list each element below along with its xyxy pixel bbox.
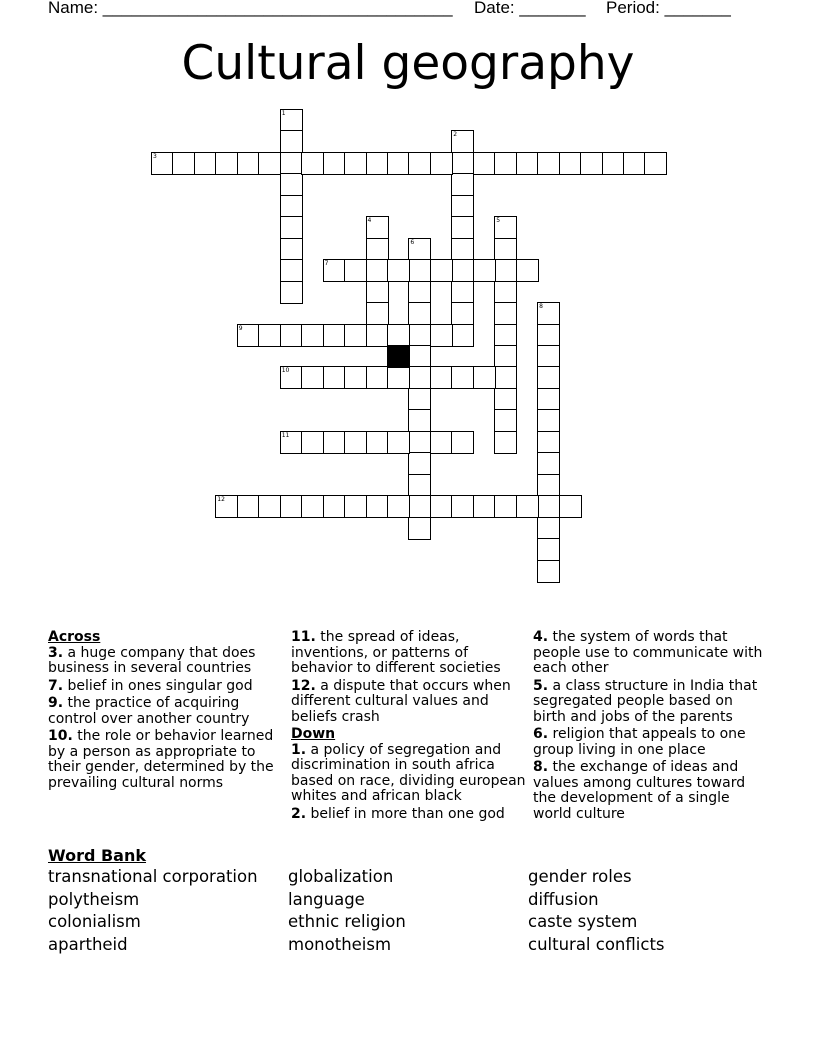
grid-cell[interactable] <box>494 259 517 282</box>
grid-cell[interactable] <box>623 152 646 175</box>
grid-cell[interactable] <box>366 281 389 304</box>
grid-cell[interactable] <box>237 152 260 175</box>
grid-cell[interactable] <box>366 216 389 239</box>
grid-cell[interactable] <box>537 152 560 175</box>
grid-cell[interactable] <box>280 259 303 282</box>
grid-cell[interactable] <box>387 495 410 518</box>
grid-cell[interactable] <box>280 173 303 196</box>
grid-cell[interactable] <box>258 324 281 347</box>
grid-cell[interactable] <box>237 324 260 347</box>
grid-cell[interactable] <box>408 495 431 518</box>
grid-cell[interactable] <box>172 152 195 175</box>
clue-across-12: 12. a dispute that occurs when different cultural values and beliefs crash <box>291 677 511 725</box>
grid-cell[interactable] <box>537 474 560 497</box>
grid-cell[interactable] <box>516 152 539 175</box>
grid-cell[interactable] <box>559 495 582 518</box>
grid-cell[interactable] <box>387 152 410 175</box>
clue-number: 1 <box>281 110 286 117</box>
grid-cell[interactable] <box>494 345 517 368</box>
grid-cell[interactable] <box>473 366 496 389</box>
grid-cell[interactable] <box>451 238 474 261</box>
grid-cell[interactable] <box>451 152 474 175</box>
clue-number: 12 <box>217 496 225 504</box>
grid-cell[interactable] <box>323 495 346 518</box>
page-title: Cultural geography <box>181 36 635 91</box>
grid-cell[interactable] <box>473 259 496 282</box>
grid-cell[interactable] <box>323 259 346 282</box>
grid-cell[interactable] <box>280 495 303 518</box>
grid-cell[interactable] <box>408 238 431 261</box>
grid-cell[interactable] <box>537 517 560 540</box>
word-bank-word: transnational corporation <box>48 867 258 886</box>
clue-down-6: 6. religion that appeals to one group living in one place <box>533 726 746 758</box>
grid-cell[interactable] <box>537 366 560 389</box>
grid-cell[interactable] <box>408 431 431 454</box>
grid-cell[interactable] <box>473 495 496 518</box>
grid-cell[interactable] <box>580 152 603 175</box>
grid-cell[interactable] <box>366 238 389 261</box>
grid-cell[interactable] <box>494 388 517 411</box>
grid-cell[interactable] <box>644 152 667 175</box>
clue-across-3: 3. a huge company that does business in several countries <box>48 644 256 676</box>
grid-cell[interactable] <box>408 452 431 475</box>
word-bank-title: Word Bank <box>48 846 147 865</box>
grid-cell[interactable] <box>451 281 474 304</box>
grid-cell[interactable] <box>430 431 453 454</box>
grid-cell[interactable] <box>280 216 303 239</box>
grid-cell[interactable] <box>280 152 303 175</box>
word-bank-word: apartheid <box>48 934 128 954</box>
grid-cell[interactable] <box>494 152 517 175</box>
grid-cell[interactable] <box>280 195 303 218</box>
grid-cell[interactable] <box>537 345 560 368</box>
grid-cell[interactable] <box>387 259 410 282</box>
clue-number: 2 <box>453 131 458 139</box>
clue-down-8: 8. the exchange of ideas and values among cultures toward the development of a single world culture <box>533 759 746 822</box>
grid-cell[interactable] <box>366 366 389 389</box>
grid-cell[interactable] <box>537 324 560 347</box>
grid-cell[interactable] <box>602 152 625 175</box>
grid-cell[interactable] <box>301 495 324 518</box>
grid-cell[interactable] <box>301 366 324 389</box>
grid-cell[interactable] <box>366 302 389 325</box>
grid-cell[interactable] <box>301 324 324 347</box>
down-heading: Down <box>291 726 336 742</box>
grid-cell[interactable] <box>280 238 303 261</box>
grid-cell[interactable] <box>537 409 560 432</box>
grid-cell[interactable] <box>537 452 560 475</box>
clue-down-4: 4. the system of words that people use to communicate with each other <box>533 629 763 676</box>
grid-cell[interactable] <box>537 560 560 583</box>
clue-number: 11 <box>281 431 290 439</box>
grid-cell[interactable] <box>408 345 431 368</box>
grid-cell[interactable] <box>323 431 346 454</box>
grid-cell[interactable] <box>344 324 367 347</box>
across-heading: Across <box>48 629 101 645</box>
grid-cell[interactable] <box>344 495 367 518</box>
grid-cell[interactable] <box>537 495 560 518</box>
grid-cell[interactable] <box>451 173 474 196</box>
word-bank-word: monotheism <box>288 934 392 954</box>
grid-cell[interactable] <box>473 152 496 175</box>
grid-cell[interactable] <box>494 495 517 518</box>
clue-number: 5 <box>496 217 501 225</box>
grid-cell[interactable] <box>430 366 453 389</box>
grid-cell[interactable] <box>537 431 560 454</box>
word-bank-list <box>48 866 788 966</box>
grid-cell[interactable] <box>494 366 517 389</box>
clue-down-5: 5. a class structure in India that segregated people based on birth and jobs of the parents <box>533 677 758 725</box>
grid-cell[interactable] <box>366 324 389 347</box>
grid-cell[interactable] <box>408 409 431 432</box>
black-cell <box>387 345 410 368</box>
clue-number: 10 <box>281 367 290 375</box>
grid-cell[interactable] <box>323 324 346 347</box>
grid-cell[interactable] <box>301 431 324 454</box>
grid-cell[interactable] <box>280 324 303 347</box>
grid-cell[interactable] <box>494 409 517 432</box>
grid-cell[interactable] <box>280 109 303 132</box>
grid-cell[interactable] <box>387 324 410 347</box>
grid-cell[interactable] <box>323 152 346 175</box>
period-field-label: Period: _______ <box>606 0 731 17</box>
clue-number: 9 <box>238 324 243 332</box>
word-bank-word: caste system <box>528 912 638 931</box>
grid-cell[interactable] <box>430 152 453 175</box>
word-bank-word: gender roles <box>528 867 632 886</box>
grid-cell[interactable] <box>366 259 389 282</box>
grid-cell[interactable] <box>366 495 389 518</box>
grid-cell[interactable] <box>537 302 560 325</box>
grid-cell[interactable] <box>280 366 303 389</box>
grid-cell[interactable] <box>344 366 367 389</box>
grid-cell[interactable] <box>258 495 281 518</box>
grid-cell[interactable] <box>494 324 517 347</box>
clues-column-1 <box>48 630 280 793</box>
clue-number: 7 <box>324 260 329 268</box>
grid-cell[interactable] <box>408 324 431 347</box>
word-bank-word: colonialism <box>48 912 141 931</box>
grid-cell[interactable] <box>366 152 389 175</box>
grid-cell[interactable] <box>451 302 474 325</box>
grid-cell[interactable] <box>537 388 560 411</box>
word-bank-word: cultural conflicts <box>528 934 665 954</box>
grid-cell[interactable] <box>215 495 238 518</box>
grid-cell[interactable] <box>408 474 431 497</box>
grid-cell[interactable] <box>494 238 517 261</box>
grid-cell[interactable] <box>408 152 431 175</box>
grid-cell[interactable] <box>323 366 346 389</box>
word-bank-word: ethnic religion <box>288 912 406 931</box>
grid-cell[interactable] <box>451 495 474 518</box>
grid-cell[interactable] <box>430 259 453 282</box>
grid-cell[interactable] <box>408 259 431 282</box>
grid-cell[interactable] <box>408 281 431 304</box>
grid-cell[interactable] <box>516 495 539 518</box>
grid-cell[interactable] <box>451 366 474 389</box>
grid-cell[interactable] <box>194 152 217 175</box>
grid-cell[interactable] <box>451 130 474 153</box>
grid-cell[interactable] <box>387 431 410 454</box>
grid-cell[interactable] <box>451 216 474 239</box>
grid-cell[interactable] <box>537 538 560 561</box>
grid-cell[interactable] <box>301 152 324 175</box>
word-bank-word: globalization <box>288 867 394 886</box>
word-bank <box>48 846 788 966</box>
grid-cell[interactable] <box>344 259 367 282</box>
grid-cell[interactable] <box>280 130 303 153</box>
grid-cell[interactable] <box>387 366 410 389</box>
grid-cell[interactable] <box>430 495 453 518</box>
name-field-label: Name: _____________________________________ <box>48 0 453 17</box>
clue-down-1: 1. a policy of segregation and discrimination in south africa based on race, dividing european whites and african black <box>291 741 526 804</box>
grid-cell[interactable] <box>451 195 474 218</box>
grid-cell[interactable] <box>408 388 431 411</box>
date-field-label: Date: _______ <box>474 0 586 17</box>
grid-cell[interactable] <box>237 495 260 518</box>
grid-cell[interactable] <box>151 152 174 175</box>
grid-cell[interactable] <box>408 302 431 325</box>
clue-number: 6 <box>410 238 415 246</box>
clue-down-2: 2. belief in more than one god <box>291 805 505 822</box>
grid-cell[interactable] <box>494 216 517 239</box>
clues-column-2 <box>291 630 527 824</box>
grid-cell[interactable] <box>408 517 431 540</box>
grid-cell[interactable] <box>215 152 238 175</box>
grid-cell[interactable] <box>451 259 474 282</box>
clue-number: 8 <box>539 303 543 310</box>
grid-cell[interactable] <box>494 281 517 304</box>
grid-cell[interactable] <box>408 366 431 389</box>
grid-cell[interactable] <box>280 431 303 454</box>
clue-number: 4 <box>367 217 372 225</box>
grid-cell[interactable] <box>494 431 517 454</box>
grid-cell[interactable] <box>516 259 539 282</box>
grid-cell[interactable] <box>451 324 474 347</box>
grid-cell[interactable] <box>559 152 582 175</box>
clue-across-10: 10. the role or behavior learned by a person as appropriate to their gender, determined by the prevailing cultural norms <box>48 728 274 791</box>
grid-cell[interactable] <box>344 152 367 175</box>
clue-number: 3 <box>153 152 157 160</box>
word-bank-word: language <box>288 889 365 909</box>
clues-column-3 <box>533 630 769 824</box>
grid-cell[interactable] <box>258 152 281 175</box>
grid-cell[interactable] <box>344 431 367 454</box>
grid-cell[interactable] <box>366 431 389 454</box>
clue-across-11: 11. the spread of ideas, inventions, or patterns of behavior to different societies <box>291 629 501 676</box>
word-bank-word: polytheism <box>48 889 140 909</box>
clue-across-7: 7. belief in ones singular god <box>48 677 253 694</box>
grid-cell[interactable] <box>451 431 474 454</box>
grid-cell[interactable] <box>280 281 303 304</box>
clue-across-9: 9. the practice of acquiring control over another country <box>48 695 250 727</box>
grid-cell[interactable] <box>430 324 453 347</box>
word-bank-word: diffusion <box>528 889 599 909</box>
grid-cell[interactable] <box>494 302 517 325</box>
